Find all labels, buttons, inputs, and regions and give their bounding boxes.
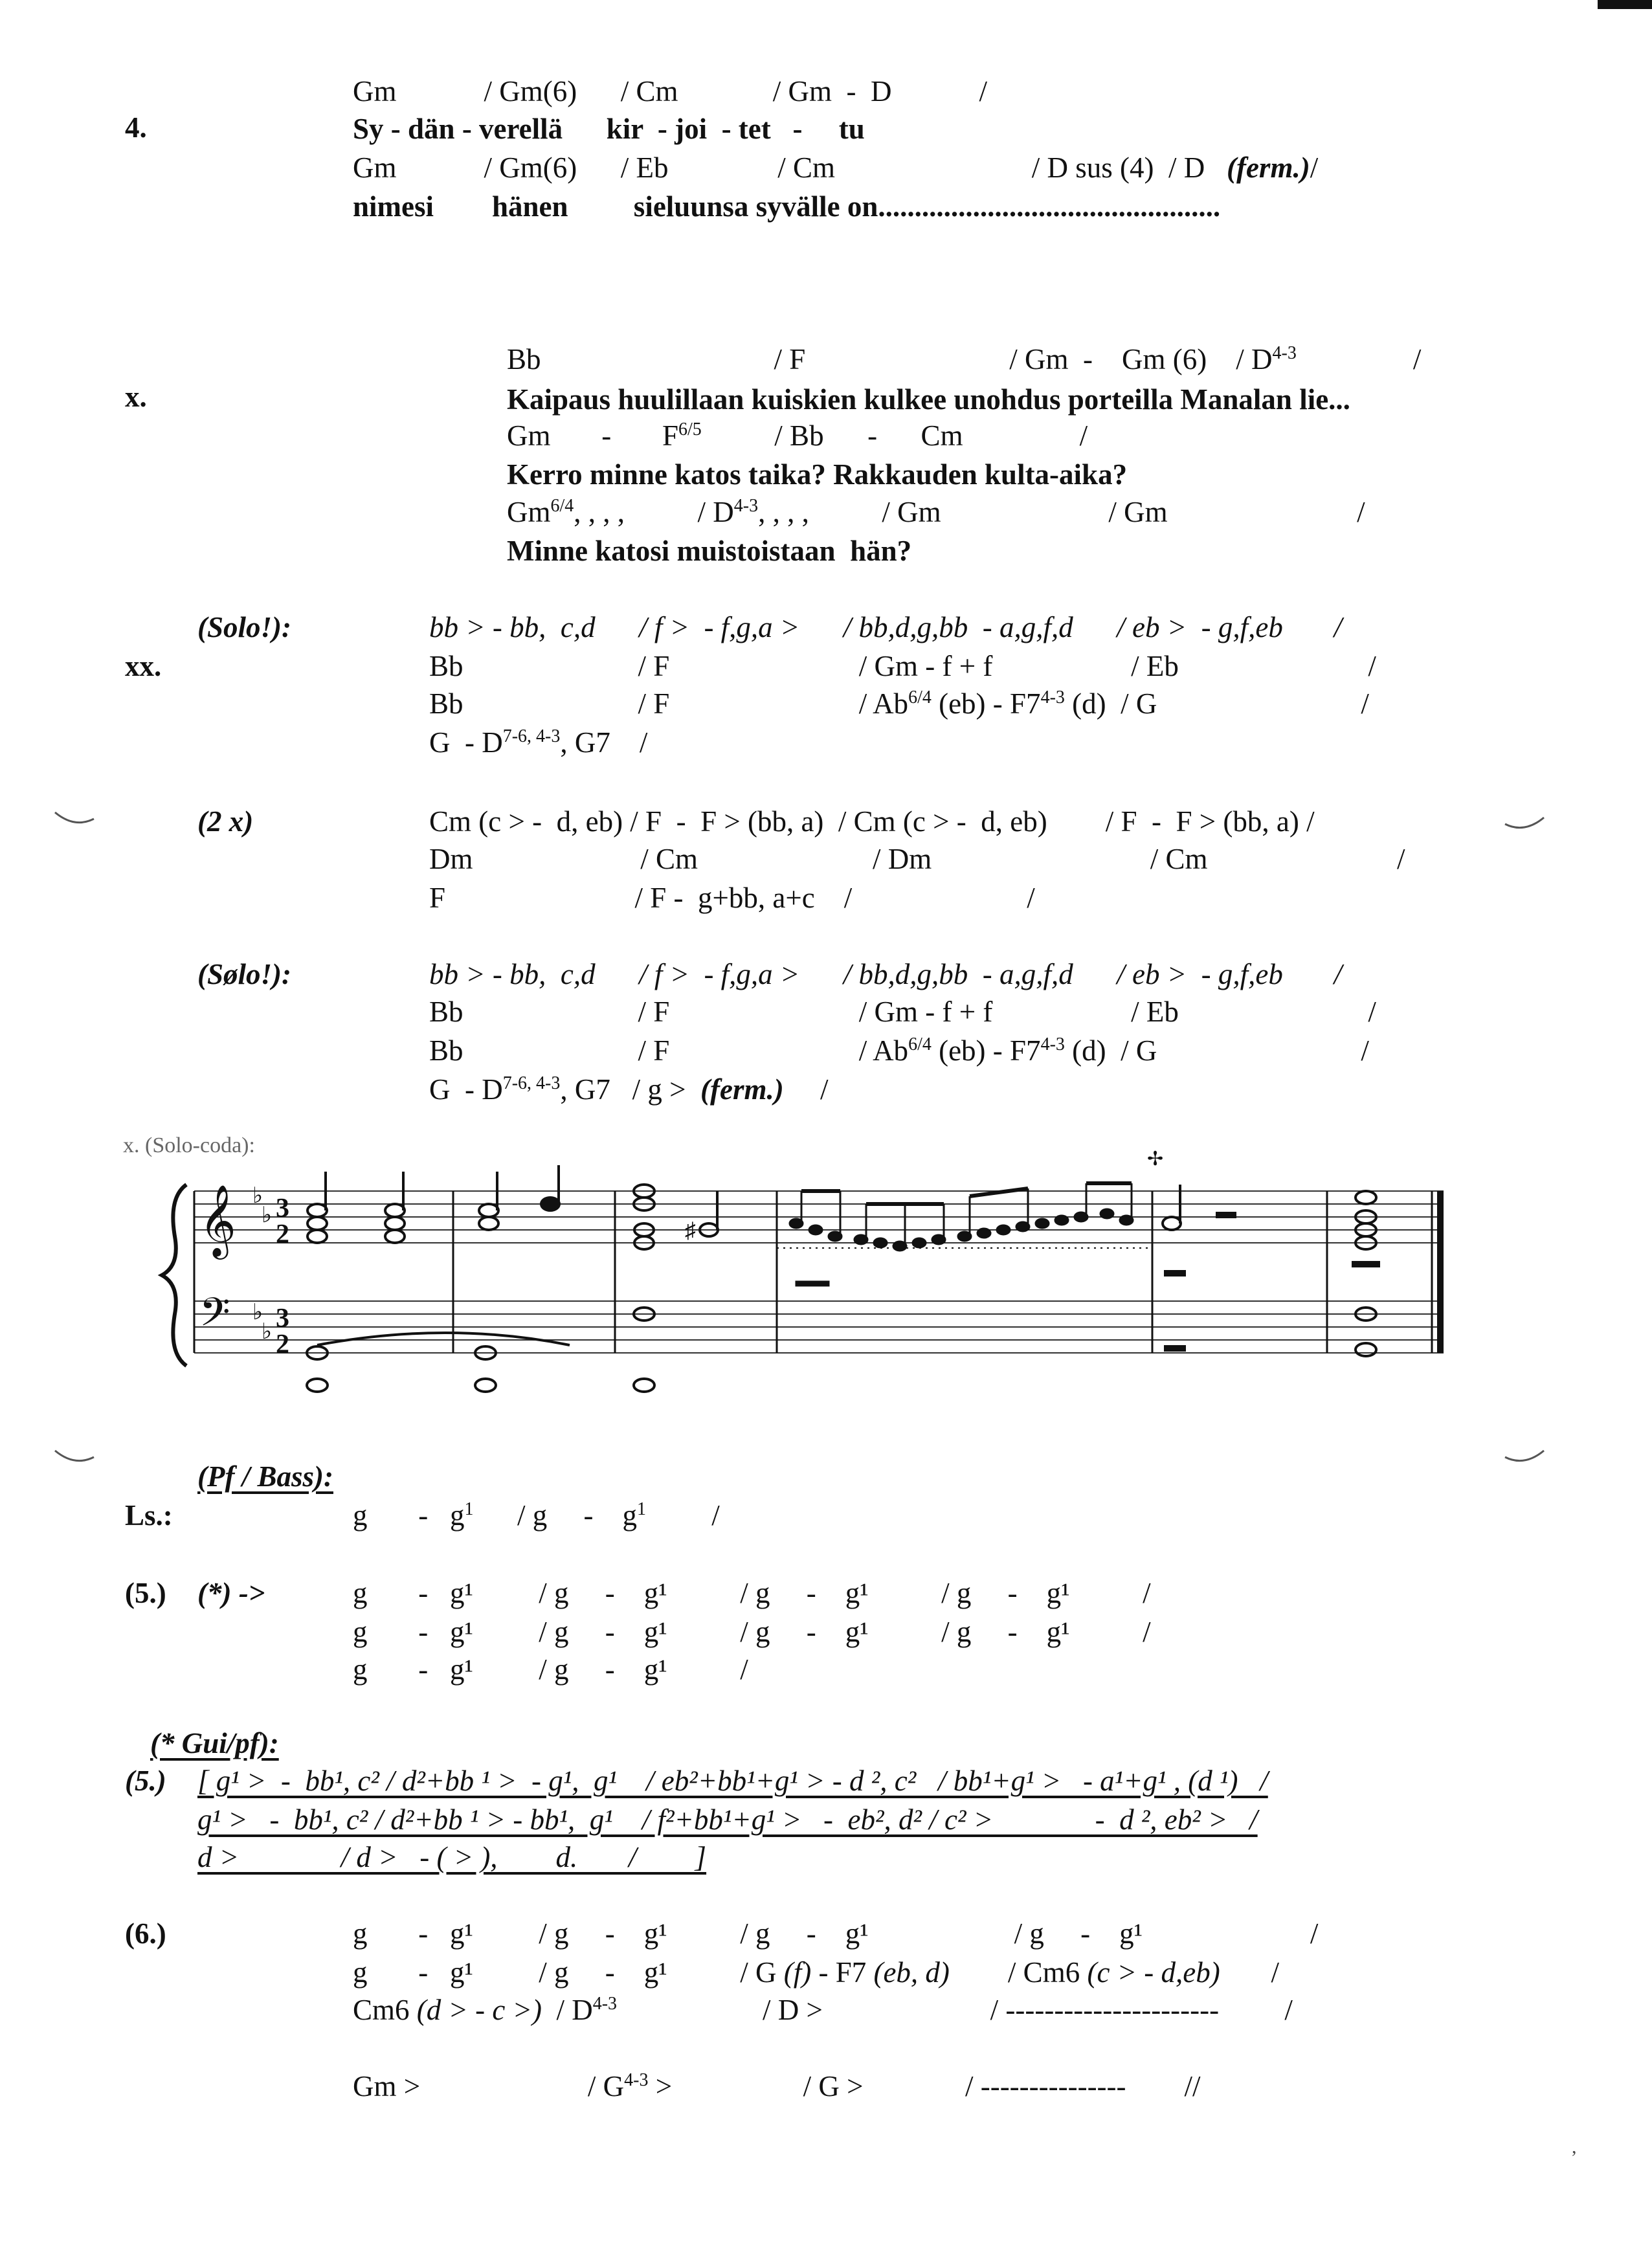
barlines <box>194 1191 1432 1353</box>
part-5-label: (5.) <box>125 1577 166 1609</box>
margin-curl-mark <box>1502 814 1547 831</box>
pf-bass-heading: (Pf / Bass): <box>197 1460 333 1493</box>
staff-caption: x. (Solo-coda): <box>123 1133 255 1157</box>
repeat-line-2: Dm / Cm / Dm / Cm / <box>429 843 1405 875</box>
flat-icon: ♭ <box>262 1320 273 1344</box>
solo-2-line-1: bb > - bb, c,d / f > - f,g,a > / bb,d,g,bb - a,g,f,d / eb > - g,f,eb / <box>429 958 1343 990</box>
measure-2-notes <box>475 1165 559 1392</box>
verse-4-lyric-1: Sy - dän - verellä kir - joi - tet - tu <box>353 113 865 145</box>
section-x-chords-3: $Gm^{6/4}$, , , , / $D^{4-3}$, , , , / Gm / Gm / <box>507 496 1365 528</box>
bass-staff <box>194 1301 1444 1353</box>
footnote-arrow: (*) -> <box>197 1577 265 1609</box>
verse-4-lyric-2: nimesi hänen sieluunsa syvälle on............................................... <box>353 190 1221 223</box>
verse-4-chords-2 <box>353 149 1318 186</box>
time-signature-bottom: 2 <box>276 1330 289 1359</box>
verse-4-chords-2-text: Gm / Gm(6) / Eb / Cm / D sus (4) / D <box>353 151 1227 184</box>
margin-curl-mark <box>52 1447 97 1464</box>
scan-edge-mark <box>1598 0 1652 9</box>
part-5-row-1: g - g¹ / g - g¹ / g - g¹ / g - g¹ / <box>353 1577 1151 1609</box>
measure-5-notes <box>1163 1185 1235 1350</box>
trill-icon: ✢ <box>1147 1148 1164 1170</box>
solo-chords-3: G - D$^{7-6, 4-3}$, G7 / <box>429 726 648 759</box>
section-x-chords-1: Bb / F / Gm - Gm (6) / $D^{4-3}$ / <box>507 343 1422 375</box>
measure-4-run <box>777 1183 1152 1286</box>
part-6-line-4: Gm > / $G^{4-3}$ > / G > / --------------- // <box>353 2070 1201 2102</box>
time-signature-bottom: 2 <box>276 1220 289 1249</box>
section-x-chords-2: Gm - $F^{6/5}$ / Bb - Cm / <box>507 419 1088 452</box>
system-brace <box>162 1185 186 1366</box>
repeat-line-1: Cm (c > - d, eb) / F - F > (bb, a) / Cm (c > - d, eb) / F - F > (bb, a) / <box>429 805 1315 838</box>
flat-icon: ♭ <box>252 1300 263 1324</box>
section-x-lyric-1: Kaipaus huulillaan kuiskien kulkee unohdus porteilla Manalan lie... <box>507 383 1350 416</box>
sharp-icon: ♯ <box>685 1219 696 1243</box>
treble-staff <box>194 1191 1444 1243</box>
measure-6-notes <box>1353 1191 1379 1356</box>
flat-icon: ♭ <box>262 1203 273 1227</box>
part-5-row-2: g - g¹ / g - g¹ / g - g¹ / g - g¹ / <box>353 1616 1151 1648</box>
ls-label: Ls.: <box>125 1499 173 1532</box>
gui-pf-heading: (* Gui/pf): <box>150 1727 279 1759</box>
time-signature-top: 3 <box>276 1304 289 1333</box>
section-x-lyric-3: Minne katosi muistoistaan hän? <box>507 535 912 567</box>
repeat-line-3: F / F - g+bb, a+c / / <box>429 882 1035 914</box>
time-signature-top: 3 <box>276 1194 289 1223</box>
repeat-label: (2 x) <box>197 805 254 838</box>
solo-coda-staff <box>123 1126 1457 1398</box>
verse-4-label: 4. <box>125 111 147 144</box>
fermata-mark: (ferm.) <box>1226 151 1310 184</box>
margin-curl-mark <box>52 809 97 826</box>
gui-line-3: d > / d > - ( > ), d. / ] <box>197 1841 707 1873</box>
solo-chords-2: Bb / F / $Ab^{6/4}$ (eb) - F7$^{4-3}$ (d) / G / <box>429 687 1369 720</box>
bar-slash: / <box>1310 151 1319 184</box>
treble-clef-icon: 𝄞 <box>199 1184 236 1256</box>
solo-label: (Solo!): <box>197 611 291 643</box>
gui-line-2: g¹ > - bb¹, c² / d²+bb ¹ > - bb¹, g¹ / f²+bb¹+g¹ > - eb², d² / c² > - d ², eb² > / <box>197 1803 1258 1836</box>
measure-3-notes <box>634 1185 718 1392</box>
solo-2-chords-1: Bb / F / Gm - f + f / Eb / <box>429 996 1376 1028</box>
solo-line-1: bb > - bb, c,d / f > - f,g,a > / bb,d,g,bb - a,g,f,d / eb > - g,f,eb / <box>429 611 1343 643</box>
solo-2-chords-3: G - D$^{7-6, 4-3}$, G7 / g > (ferm.) / <box>429 1073 829 1106</box>
solo-2-label: (Sølo!): <box>197 958 291 990</box>
ls-line: g - $g^1$ / g - $g^1$ / <box>353 1499 720 1532</box>
part-6-line-3: Cm6 (d > - c >) / $D^{4-3}$ / D > / ---------------------- / <box>353 1994 1293 2026</box>
stray-mark: , <box>1572 2136 1577 2157</box>
flat-icon: ♭ <box>252 1184 263 1208</box>
solo-chords-1: Bb / F / Gm - f + f / Eb / <box>429 650 1376 682</box>
bass-clef-icon: 𝄢 <box>199 1289 230 1345</box>
part-6-label: (6.) <box>125 1917 166 1950</box>
part-6-line-1: g - g¹ / g - g¹ / g - g¹ / g - g¹ / <box>353 1917 1319 1950</box>
section-x-label: x. <box>125 381 147 413</box>
section-x-lyric-2: Kerro minne katos taika? Rakkauden kulta-aika? <box>507 458 1128 491</box>
solo-2-chords-2: Bb / F / $Ab^{6/4}$ (eb) - F7$^{4-3}$ (d) / G / <box>429 1034 1369 1067</box>
verse-4-chords-1: Gm / Gm(6) / Cm / Gm - D / <box>353 75 987 107</box>
part-6-line-2: g - g¹ / g - g¹ / G (f) - F7 (eb, d) / Cm6 (c > - d,eb) / <box>353 1956 1279 1989</box>
gui-part-5-label: (5.) <box>125 1765 166 1797</box>
fermata-mark: (ferm.) <box>700 1073 784 1106</box>
gui-line-1: [ g¹ > - bb¹, c² / d²+bb ¹ > - g¹, g¹ / eb²+bb¹+g¹ > - d ², c² / bb¹+g¹ > - a¹+g¹ , (d ¹) / <box>197 1765 1268 1797</box>
margin-curl-mark <box>1502 1447 1547 1464</box>
section-xx-label: xx. <box>125 650 162 682</box>
part-5-row-3: g - g¹ / g - g¹ / <box>353 1653 748 1686</box>
